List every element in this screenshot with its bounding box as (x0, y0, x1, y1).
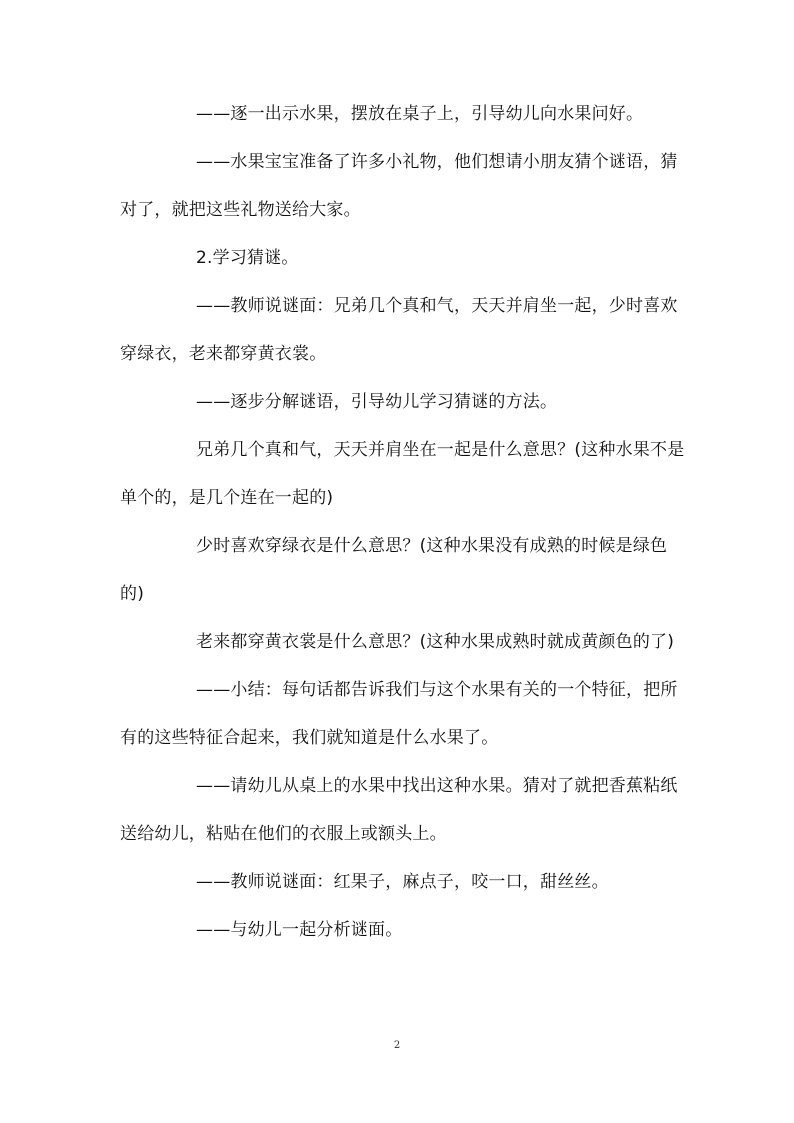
paragraph-gifts: ——水果宝宝准备了许多小礼物，他们想请小朋友猜个谜语，猜对了，就把这些礼物送给大家。 (120, 152, 678, 220)
paragraph-riddle-two: ——教师说谜面：红果子，麻点子，咬一口，甜丝丝。 (196, 872, 609, 892)
paragraph-explain-line-three: 老来都穿黄衣裳是什么意思？(这种水果成熟时就成黄颜色的了) (196, 632, 675, 652)
paragraph-riddle-one: ——教师说谜面：兄弟几个真和气，天天并肩坐一起，少时喜欢穿绿衣，老来都穿黄衣裳。 (120, 296, 678, 364)
section-heading-learn-riddles: 2.学习猜谜。 (196, 248, 299, 268)
paragraph-decompose: ——逐步分解谜语，引导幼儿学习猜谜的方法。 (196, 392, 558, 412)
document-body (120, 90, 690, 954)
paragraph-explain-line-two: 少时喜欢穿绿衣是什么意思？(这种水果没有成熟的时候是绿色的) (120, 536, 668, 604)
paragraph-analyze: ——与幼儿一起分析谜面。 (196, 920, 403, 940)
paragraph-intro-fruits: ——逐一出示水果，摆放在桌子上，引导幼儿向水果问好。 (196, 104, 644, 124)
paragraph-summary: ——小结：每句话都告诉我们与这个水果有关的一个特征，把所有的这些特征合起来，我们就知道是什么水果了。 (120, 680, 678, 748)
paragraph-explain-line-one: 兄弟几个真和气，天天并肩坐在一起是什么意思？(这种水果不是单个的，是几个连在一起的) (120, 440, 685, 508)
paragraph-find-fruit: ——请幼儿从桌上的水果中找出这种水果。猜对了就把香蕉粘纸送给幼儿，粘贴在他们的衣服上或额头上。 (120, 776, 678, 844)
page-number: 2 (393, 1040, 401, 1051)
